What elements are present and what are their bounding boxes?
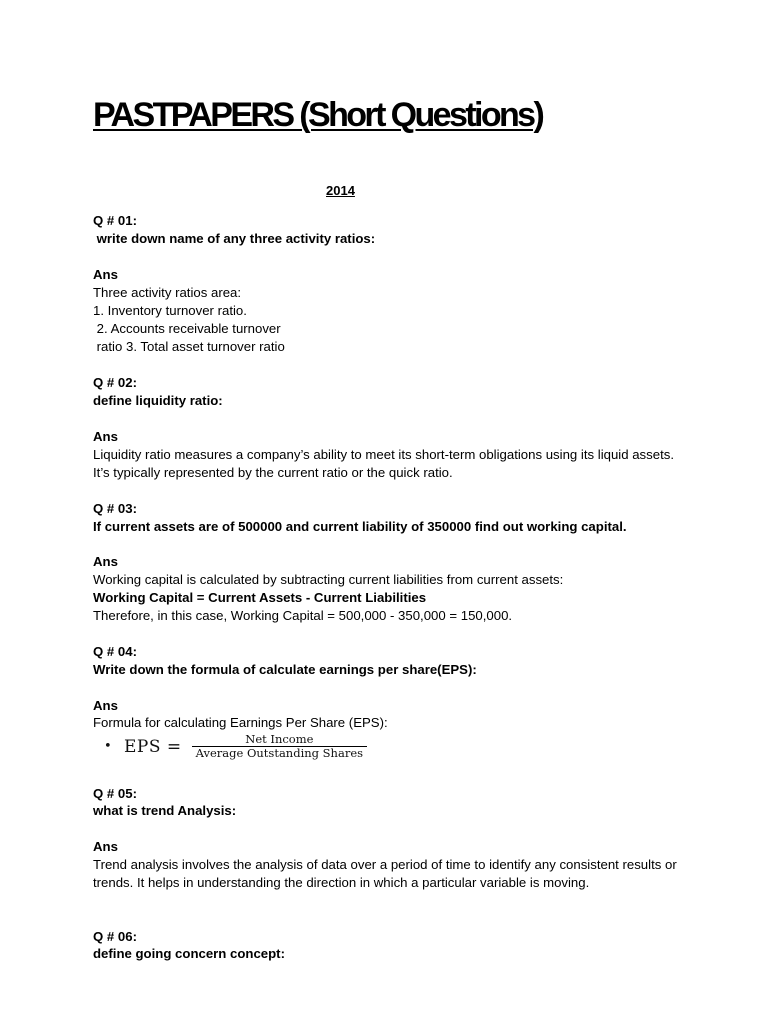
q5-label: Q # 05: [93, 786, 137, 801]
q3-label: Q # 03: [93, 501, 137, 516]
q6-question: define going concern concept: [93, 946, 285, 961]
q1-ans-label: Ans [93, 267, 118, 282]
q5-question: what is trend Analysis: [93, 803, 237, 818]
q1-label: Q # 01: [93, 213, 137, 228]
eps-denominator: Average Outstanding Shares [192, 746, 367, 760]
q4-answer-line: Formula for calculating Earnings Per Share (EPS): [93, 715, 388, 730]
q2-ans-label: Ans [93, 429, 118, 444]
q1-question: write down name of any three activity ratios: [93, 231, 376, 246]
q4-label: Q # 04: [93, 644, 137, 659]
q3-ans-label: Ans [93, 554, 118, 569]
q6-label: Q # 06: [93, 929, 137, 944]
q1-answer-line: 1. Inventory turnover ratio. [93, 303, 247, 318]
q3-formula: Working Capital = Current Assets - Current Liabilities [93, 590, 427, 605]
q2-label: Q # 02: [93, 375, 137, 390]
year-heading: 2014 [326, 183, 355, 198]
q4-question: Write down the formula of calculate earnings per share(EPS): [93, 662, 477, 677]
q2-question: define liquidity ratio: [93, 393, 223, 408]
q1-answer-line: Three activity ratios area: [93, 285, 242, 300]
bullet-icon: • [104, 739, 112, 754]
q5-ans-label: Ans [93, 839, 118, 854]
q2-answer-text: Liquidity ratio measures a company’s ability to meet its short-term obligations using its liquid assets. It’s typically represented by the current ratio or the quick ratio. [93, 447, 675, 480]
q1-answer-line: 2. Accounts receivable turnover [93, 321, 281, 336]
q3-answer-line: Therefore, in this case, Working Capital = 500,000 - 350,000 = 150,000. [93, 608, 513, 623]
q3-answer-line: Working capital is calculated by subtracting current liabilities from current assets: [93, 572, 564, 587]
q1-answer-line: ratio 3. Total asset turnover ratio [93, 339, 285, 354]
q5-answer-text: Trend analysis involves the analysis of data over a period of time to identify any consistent results or trends. It helps in understanding the direction in which a particular variable is moving. [93, 857, 677, 890]
eps-lhs: EPS = [124, 736, 182, 757]
eps-fraction [192, 733, 367, 760]
q4-ans-label: Ans [93, 698, 118, 713]
q3-question: If current assets are of 500000 and current liability of 350000 find out working capital. [93, 519, 627, 534]
eps-formula [104, 733, 367, 760]
eps-numerator: Net Income [245, 732, 314, 746]
page-title: PASTPAPERS (Short Questions) [93, 96, 543, 134]
